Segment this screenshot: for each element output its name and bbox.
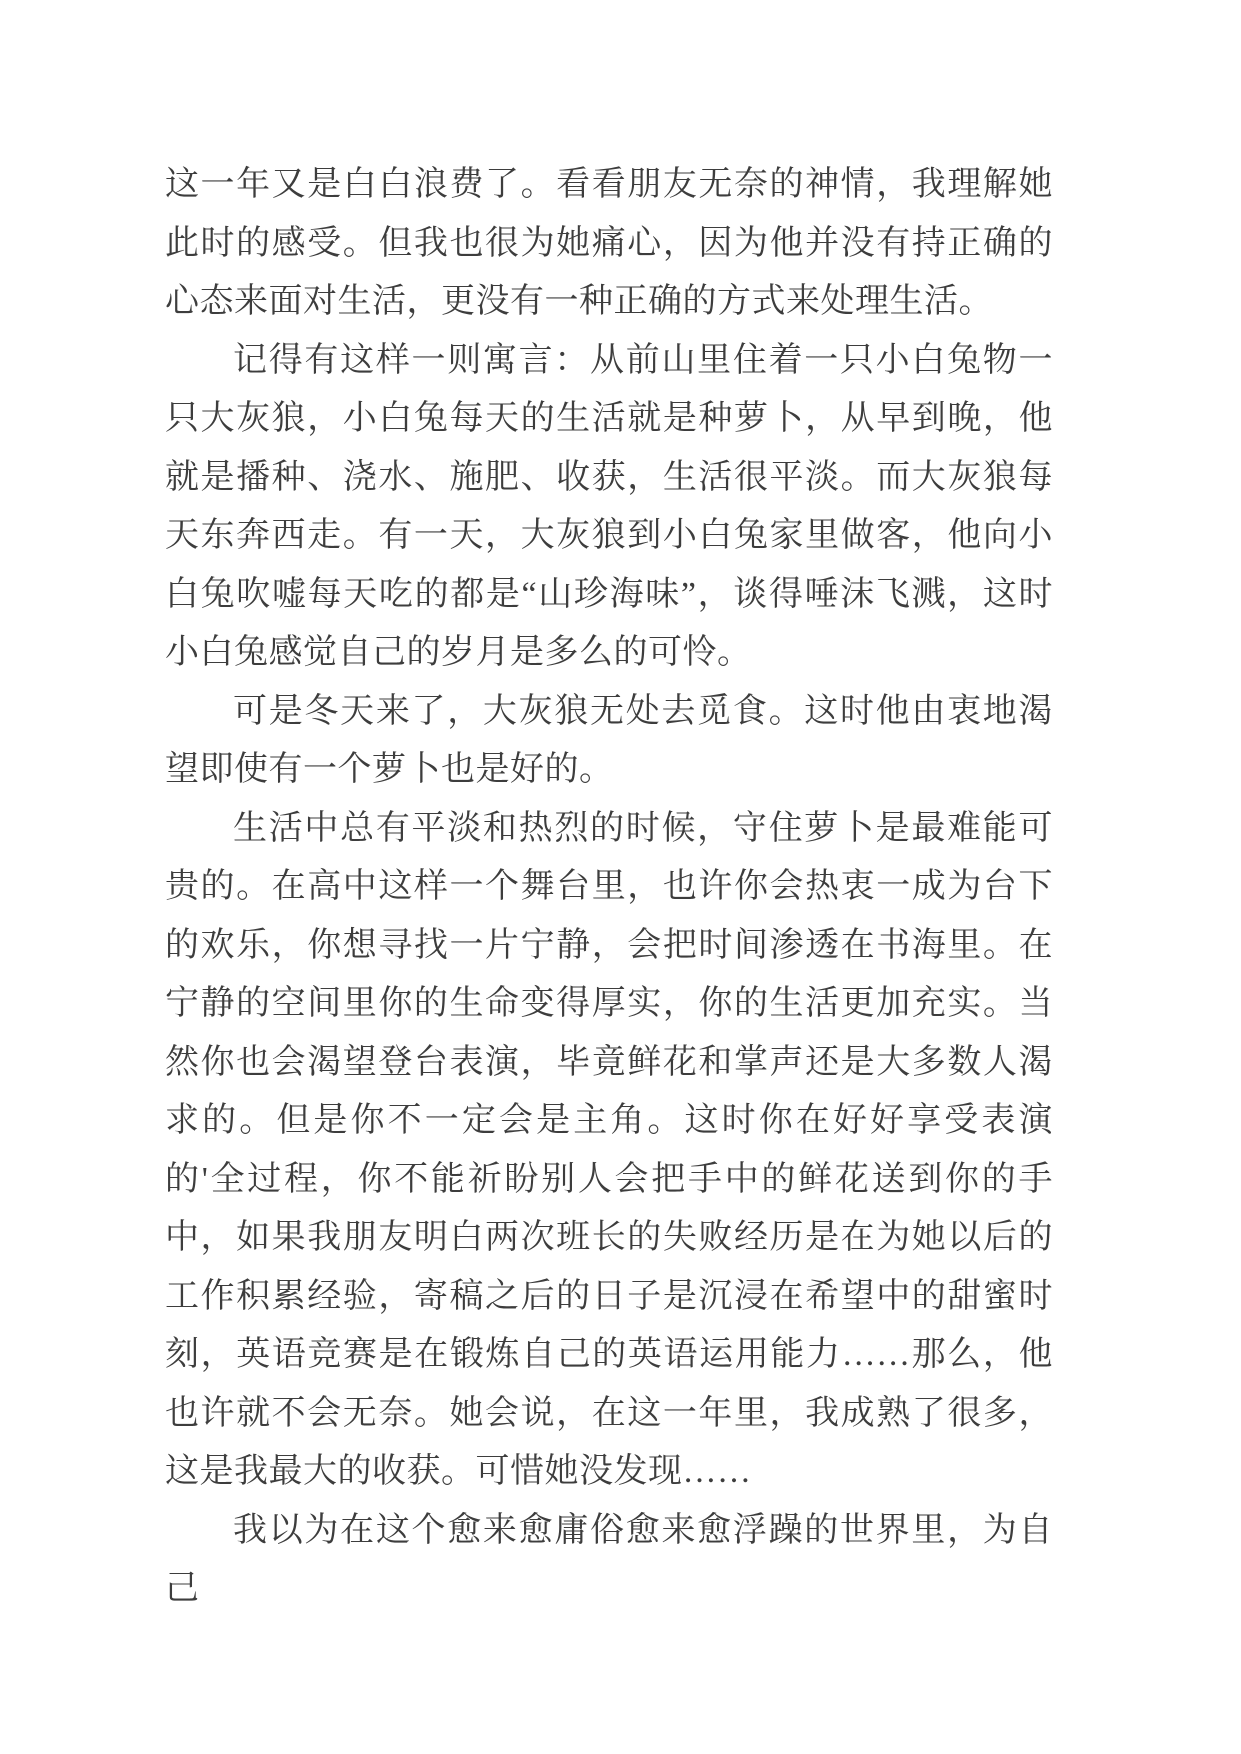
essay-paragraph-1: 这一年又是白白浪费了。看看朋友无奈的神情，我理解她此时的感受。但我也很为她痛心，因为他并没有持正确的心态来面对生活，更没有一种正确的方式来处理生活。	[165, 166, 1053, 320]
essay-body	[165, 156, 1053, 1619]
essay-paragraph-2: 记得有这样一则寓言：从前山里住着一只小白兔物一只大灰狼，小白兔每天的生活就是种萝卜，从早到晚，他就是播种、浇水、施肥、收获，生活很平淡。而大灰狼每天东奔西走。有一天，大灰狼到小白兔家里做客，他向小白兔吹嘘每天吃的都是“山珍海味”，谈得唾沫飞溅，这时小白兔感觉自己的岁月是多么的可怜。	[165, 341, 1053, 671]
essay-paragraph-5: 我以为在这个愈来愈庸俗愈来愈浮躁的世界里，为自己	[165, 1511, 1053, 1607]
essay-paragraph-3: 可是冬天来了，大灰狼无处去觅食。这时他由衷地渴望即使有一个萝卜也是好的。	[165, 692, 1053, 788]
essay-paragraph-4: 生活中总有平淡和热烈的时候，守住萝卜是最难能可贵的。在高中这样一个舞台里，也许你会热衷一成为台下的欢乐，你想寻找一片宁静，会把时间渗透在书海里。在宁静的空间里你的生命变得厚实，你的生活更加充实。当然你也会渴望登台表演，毕竟鲜花和掌声还是大多数人渴求的。但是你不一定会是主角。这时你在好好享受表演的'全过程，你不能祈盼别人会把手中的鲜花送到你的手中，如果我朋友明白两次班长的失败经历是在为她以后的工作积累经验，寄稿之后的日子是沉浸在希望中的甜蜜时刻，英语竞赛是在锻炼自己的英语运用能力……那么，他也许就不会无奈。她会说，在这一年里，我成熟了很多，这是我最大的收获。可惜她没发现……	[165, 809, 1053, 1490]
